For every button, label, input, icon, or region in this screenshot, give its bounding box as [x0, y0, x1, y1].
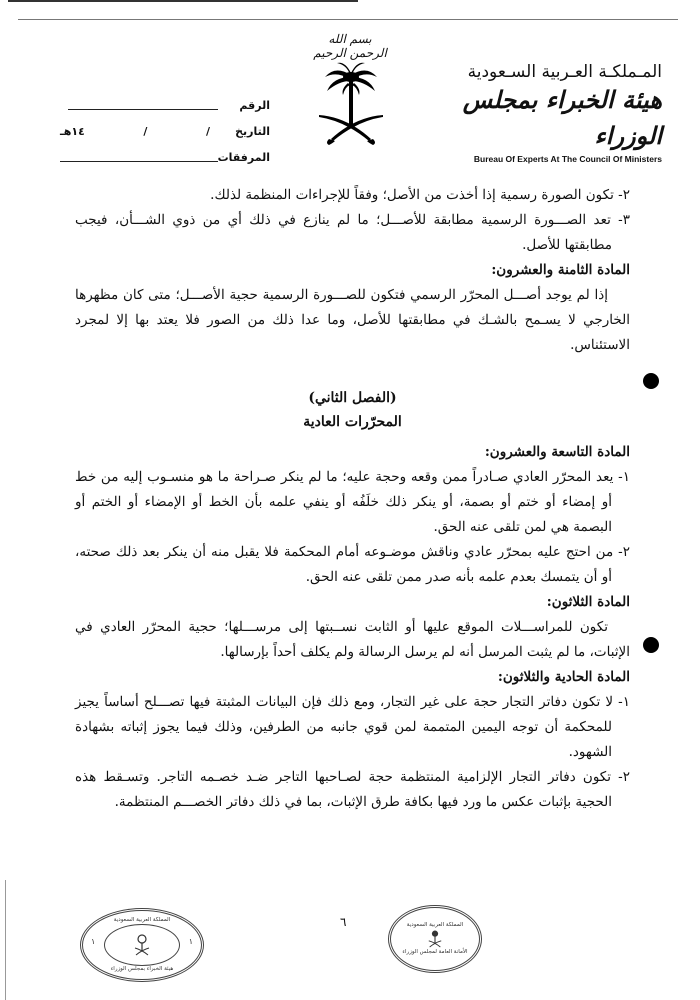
date-field — [60, 125, 218, 138]
letterhead — [0, 0, 700, 164]
document-body — [75, 183, 630, 815]
bureau-name-arabic: هيئة الخبراء بمجلس الوزراء — [462, 85, 662, 150]
bureau-logo — [442, 62, 662, 164]
date-label: التاريخ — [235, 124, 270, 138]
saudi-emblem-icon — [133, 934, 151, 956]
chapter-title: (الفصل الثاني) — [308, 390, 397, 406]
stamp-text-top: المملكة العربية السعودية — [113, 917, 171, 923]
attachments-field — [60, 153, 218, 162]
date-separator: / — [205, 124, 210, 138]
chapter-subtitle: المحرّرات العادية — [303, 414, 402, 430]
number-row — [60, 92, 270, 118]
saudi-emblem-icon — [427, 929, 443, 949]
article-heading: المادة الثلاثون: — [546, 594, 630, 610]
clause-item: ١- لا تكون دفاتر التجار حجة على غير التجار، ومع ذلك فإن البيانات المثبتة فيها تصـــلح أساساً يجيز للمحكمة أن توجه اليمين المتممة لمن قوي جانبه من الطرفين، وذلك فيما يجوز إثباته بشهادة الشهود. — [75, 694, 630, 760]
stamp-number: ١ — [91, 937, 96, 946]
kingdom-name: المـملكـة العـربية السـعودية — [467, 62, 662, 82]
clause-item: ٣- تعد الصـــورة الرسمية مطابقة للأصـــل؛ ما لم ينازع في ذلك أي من ذوي الشـــأن، فيجب مطابقتها للأصل. — [75, 212, 630, 253]
clause-item: ٢- تكون الصورة رسمية إذا أخذت من الأصل؛ وفقاً للإجراءات المنظمة لذلك. — [210, 187, 630, 203]
stamp-inner-ring — [104, 924, 180, 966]
stamp-text-bottom: هيئة الخبراء بمجلس الوزراء — [110, 966, 174, 972]
article-heading: المادة التاسعة والعشرون: — [484, 444, 630, 460]
clause-item: ١- يعد المحرّر العادي صـادراً ممن وقعه وحجة عليه؛ ما لم ينكر صـراحة ما هو منسـوب إليه من خط أو إمضاء أو ختم أو بصمة، أو ينكر ذلك خلَفُه أو ينفي علمه بأن الخط أو الإمضاء أو الختم أو البصمة هي لمن تلقى عنه الحق. — [75, 469, 630, 535]
article-text: تكون للمراســـلات الموقع عليها أو الثابت نســبتها إلى مرســـلها؛ حجية المحرّر العادي في الإثبات، ما لم يثبت المرسل أنه لم يرسل الرسالة ولم يكلف أحداً بإرسالها. — [75, 619, 630, 660]
scan-artifact — [5, 880, 6, 1000]
attachments-row — [60, 144, 270, 170]
article-heading: المادة الحادية والثلاثون: — [497, 669, 630, 685]
punch-hole-icon — [643, 373, 659, 389]
saudi-emblem-icon — [315, 55, 387, 150]
attachments-label: المرفقات — [217, 150, 270, 164]
punch-hole-icon — [643, 637, 659, 653]
page-number: ٦ — [340, 915, 347, 929]
clause-item: ٢- من احتج عليه بمحرّر عادي وناقش موضـوعه أمام المحكمة فلا يقبل منه أن ينكر بعد ذلك صحته، أو أن يتمسك بعدم علمه بأنه صدر ممن تلقى عنه الحق. — [75, 544, 630, 585]
article-text: إذا لم يوجد أصـــل المحرّر الرسمي فتكون للصـــورة الرسمية حجية الأصـــل؛ متى كان مظهرها الخارجي لا يسـمح بالشـك في مطابقتها للأصل، وما عدا ذلك من الصور فلا يعتد بها إلا لمجرد الاستئناس. — [75, 287, 630, 353]
official-stamp — [388, 905, 482, 973]
stamp-text-top: المملكة العربية السعودية — [406, 922, 464, 928]
reference-block — [60, 92, 270, 170]
date-separator: / — [143, 124, 148, 138]
basmala: بسم الله الرحمن الرحيم — [313, 32, 387, 60]
number-field — [68, 101, 218, 110]
official-stamp — [80, 908, 204, 982]
date-year: ١٤هـ — [60, 124, 85, 138]
clause-item: ٢- تكون دفاتر التجار الإلزامية المنتظمة حجة لصـاحبها التاجر ضـد خصـمه التاجر. وتسـقط هذه الحجية بإثبات عكس ما ورد فيها بكافة طرق الإثبات، بما في ذلك دفاتر الخصـــم المنتظمة. — [75, 769, 630, 810]
article-heading: المادة الثامنة والعشرون: — [491, 262, 630, 278]
stamp-number: ١ — [188, 937, 193, 946]
number-label: الرقم — [239, 98, 270, 112]
bureau-name-english: Bureau Of Experts At The Council Of Ministers — [473, 154, 662, 164]
date-row — [60, 118, 270, 144]
stamp-text-bottom: الأمانة العامة لمجلس الوزراء — [402, 949, 468, 955]
